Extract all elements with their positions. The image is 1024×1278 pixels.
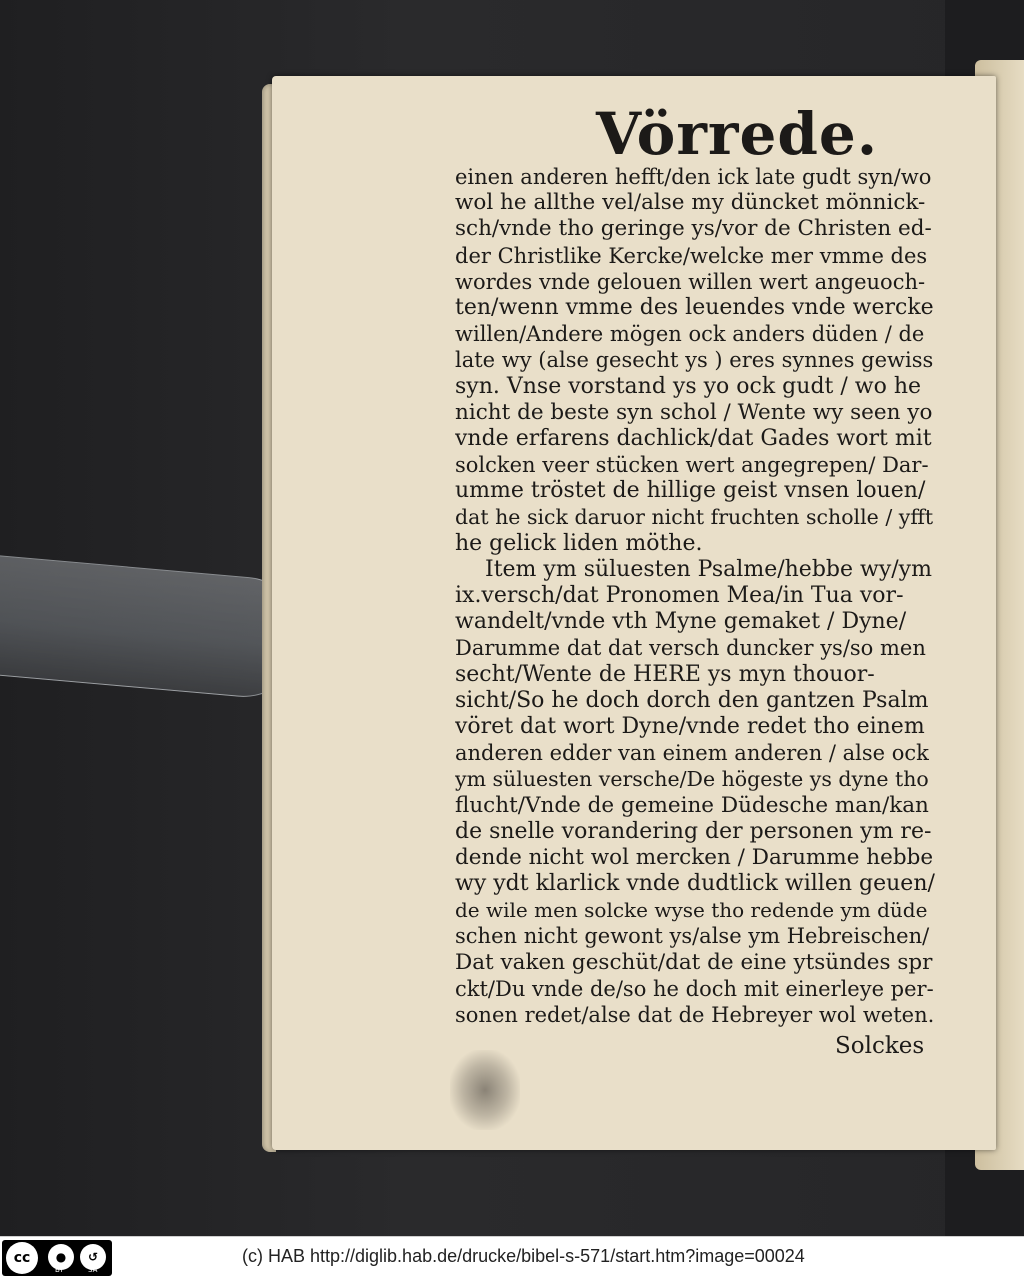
text-line: Item ym süluesten Psalme/hebbe wy/ym (485, 556, 932, 582)
attribution-icon: ● (48, 1244, 74, 1270)
text-line: wordes vnde gelouen willen wert angeuoch- (455, 269, 926, 294)
page-heading: Vörrede. (596, 100, 879, 168)
text-line: he gelick liden möthe. (455, 530, 703, 556)
footer-bar (0, 1236, 1024, 1278)
text-line: willen/Andere mögen ock anders düden / de (455, 322, 925, 347)
text-line: late wy (alse gesecht ys ) eres synnes gewiss (455, 348, 934, 373)
text-line: de wile men solcke wyse tho redende ym düde (455, 898, 928, 923)
by-label: BY (55, 1266, 64, 1274)
text-line: vöret dat wort Dyne/vnde redet tho einem (455, 713, 925, 739)
page-stain (450, 1050, 520, 1130)
text-line: schen nicht gewont ys/alse ym Hebreischen/ (455, 924, 930, 949)
text-line: umme tröstet de hillige geist vnsen louen/ (455, 478, 926, 504)
text-line: de snelle vorandering der personen ym re- (455, 818, 932, 844)
text-line: ckt/Du vnde de/so he doch mit einerleye per- (455, 976, 934, 1001)
text-line: wandelt/vnde vth Myne gemaket / Dyne/ (455, 609, 907, 635)
text-line: ix.versch/dat Pronomen Mea/in Tua vor- (455, 583, 904, 608)
text-line: flucht/Vnde de gemeine Düdesche man/kan (455, 792, 929, 818)
text-line: syn. Vnse vorstand ys yo ock gudt / wo he (455, 373, 922, 399)
text-line: dat he sick daruor nicht fruchten scholle / yfft (455, 505, 934, 530)
text-line: sonen redet/alse dat de Hebreyer wol weten. (455, 1003, 935, 1027)
cc-icon: cc (6, 1242, 38, 1274)
text-line: sch/vnde tho geringe ys/vor de Christen ed- (455, 216, 932, 242)
text-line: der Christlike Kercke/welcke mer vmme des (455, 243, 928, 268)
page-text (455, 164, 935, 1028)
share-alike-icon: ↺ (80, 1244, 106, 1270)
text-line: Dat vaken geschüt/dat de eine ytsündes spr (455, 949, 933, 975)
text-line: ym süluesten versche/De högeste ys dyne tho (455, 767, 929, 792)
text-line: wol he allthe vel/alse my düncket mönnick- (455, 190, 926, 216)
text-line: anderen edder van einem anderen / alse ock (455, 741, 929, 766)
text-line: Darumme dat dat versch duncker ys/so men (455, 636, 926, 661)
sa-label: SA (88, 1266, 98, 1274)
text-line: secht/Wente de HERE ys myn thouor- (455, 661, 875, 687)
text-line: vnde erfarens dachlick/dat Gades wort mit (455, 425, 932, 451)
text-line: sicht/So he doch dorch den gantzen Psalm (455, 687, 929, 713)
text-line: wy ydt klarlick vnde dudtlick willen geuen/ (455, 871, 935, 897)
text-line: solcken veer stücken wert angegrepen/ Dar- (455, 453, 929, 478)
catchword: Solckes (835, 1033, 925, 1059)
cc-license-badge[interactable] (2, 1240, 112, 1276)
text-line: ten/wenn vmme des leuendes vnde wercke (455, 294, 934, 320)
text-line: einen anderen hefft/den ick late gudt syn/wo (455, 165, 932, 189)
credit-text: (c) HAB http://diglib.hab.de/drucke/bibel-s-571/start.htm?image=00024 (242, 1246, 805, 1266)
text-line: nicht de beste syn schol / Wente wy seen yo (455, 399, 933, 425)
text-line: dende nicht wol mercken / Darumme hebbe (455, 844, 934, 870)
